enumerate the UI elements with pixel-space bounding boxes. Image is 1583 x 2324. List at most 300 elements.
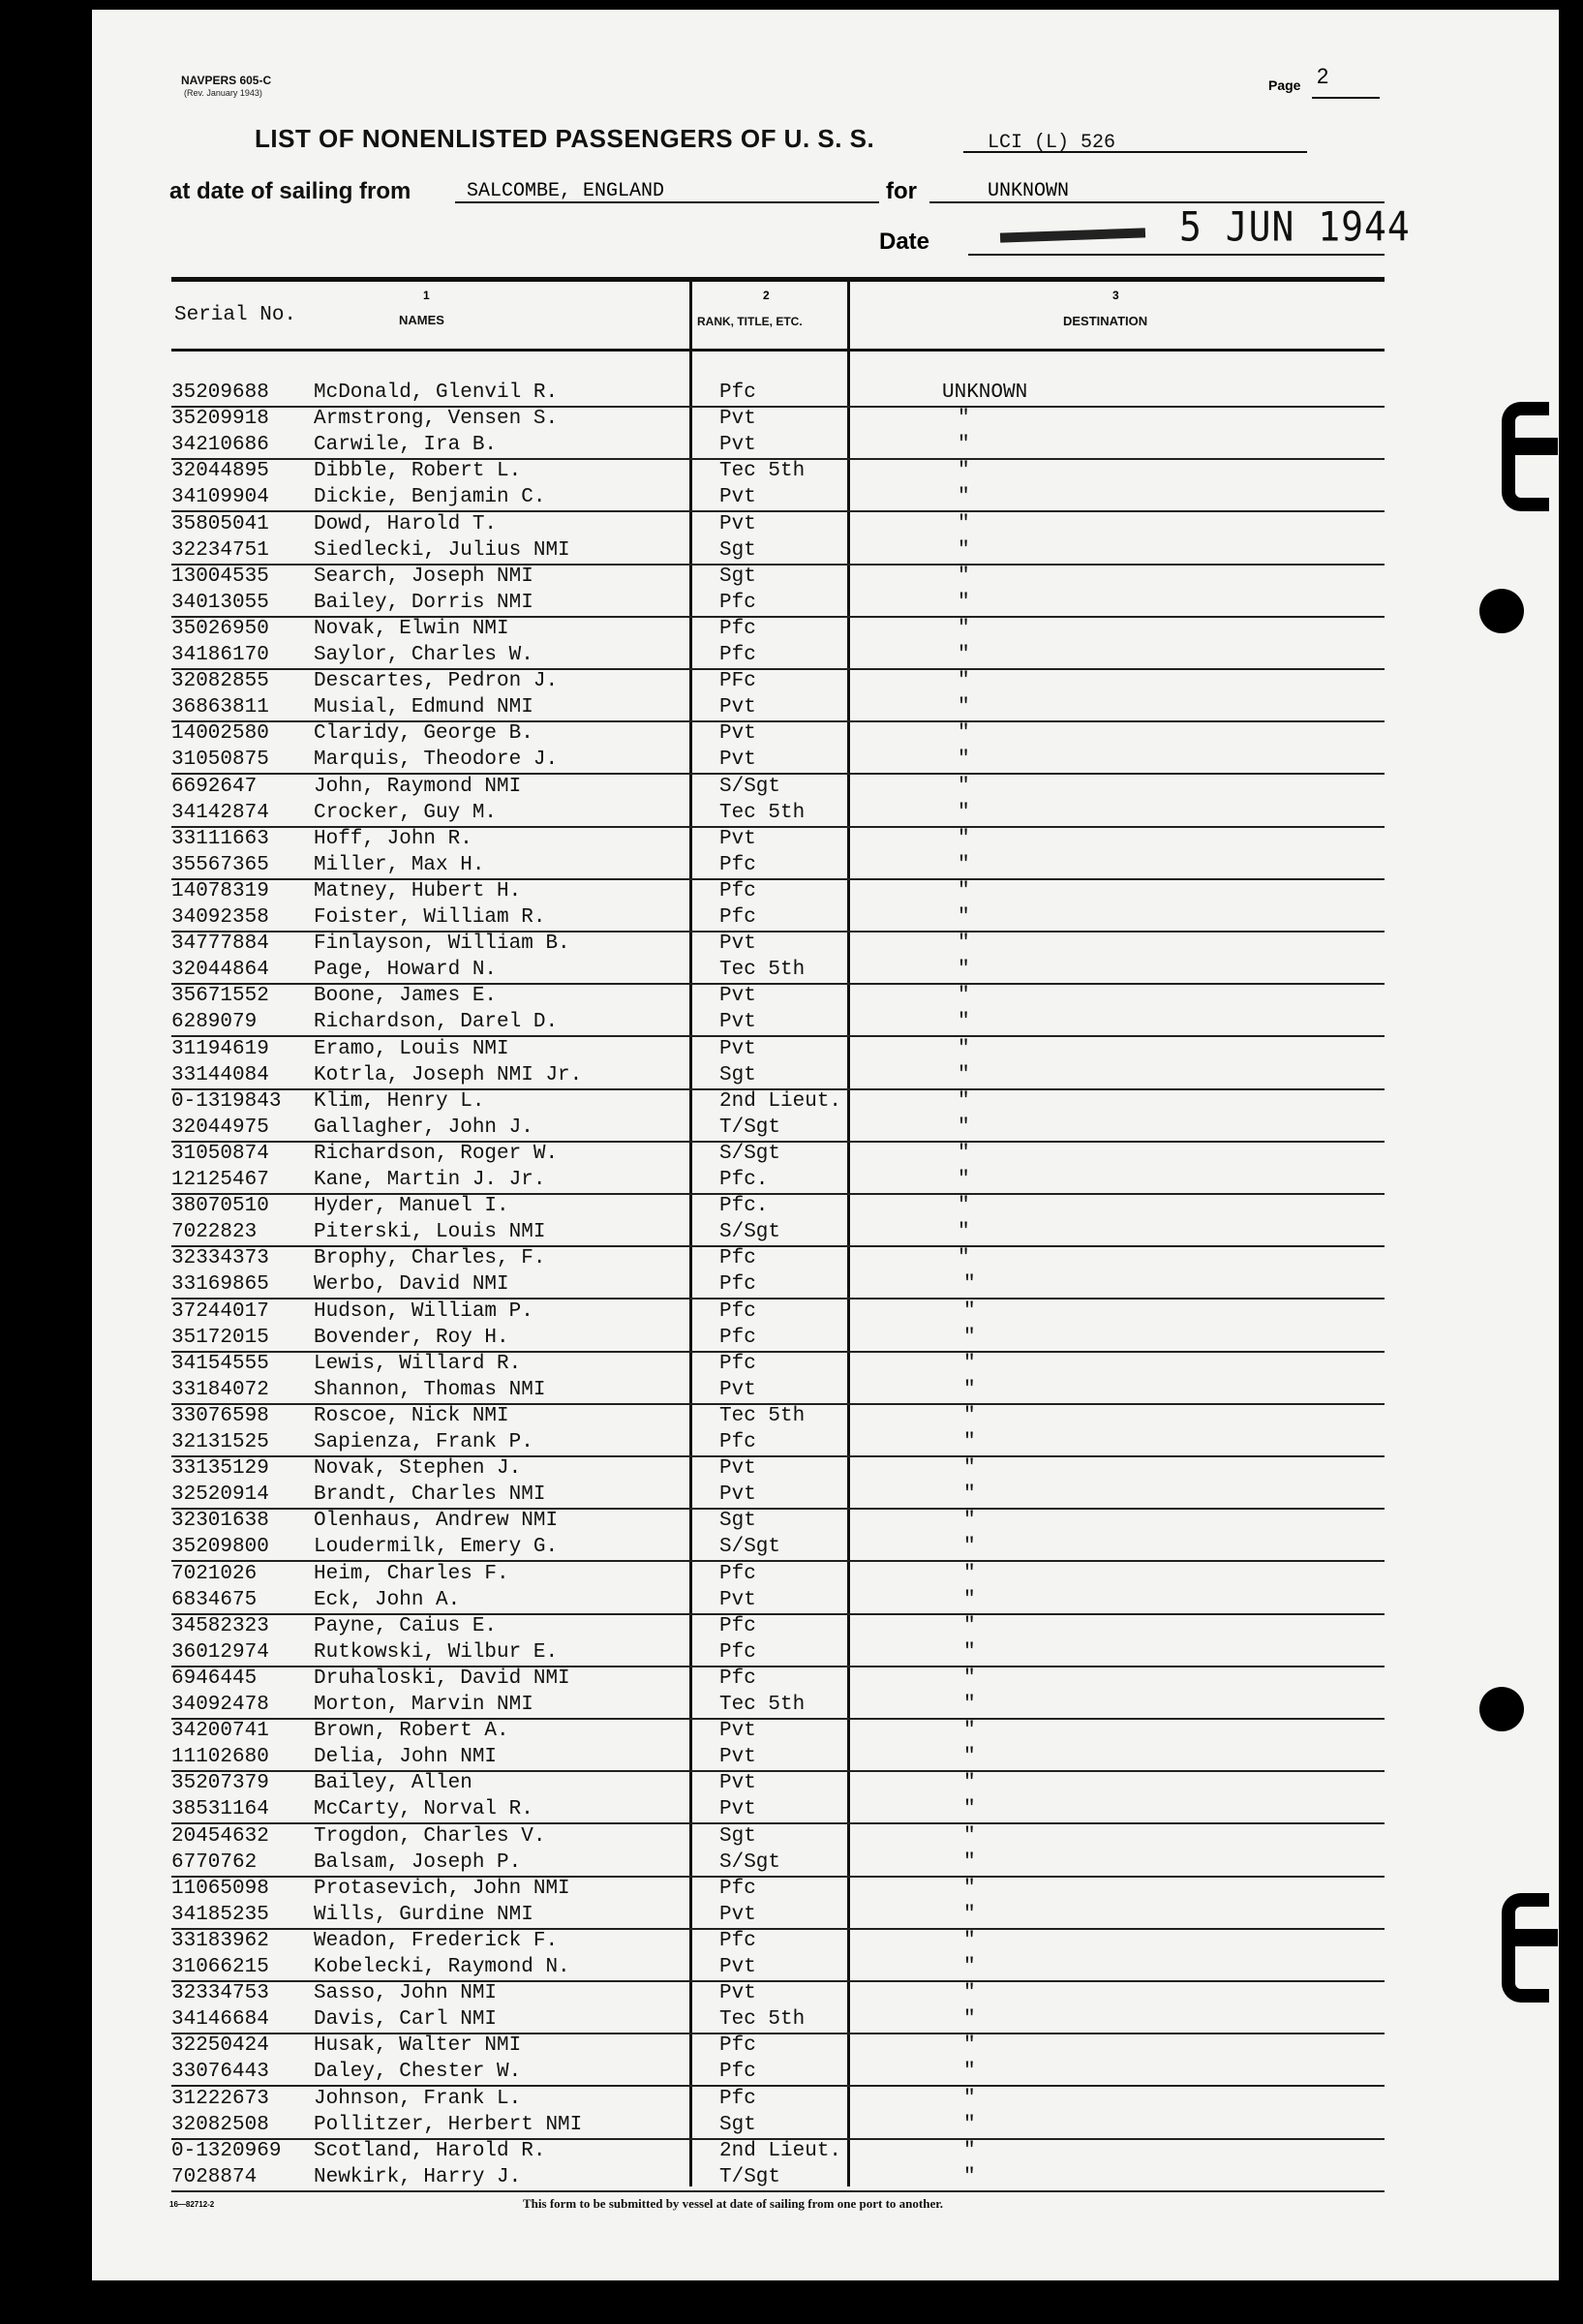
rank-cell: Pvt — [719, 513, 756, 535]
serial-cell: 34092478 — [171, 1694, 269, 1716]
table-row — [171, 1796, 1385, 1824]
rank-cell: Pvt — [719, 1011, 756, 1033]
rank-cell: 2nd Lieut. — [719, 2140, 842, 2162]
rank-cell: Pvt — [719, 933, 756, 955]
destination-cell: " — [958, 906, 970, 929]
rank-cell: Pvt — [719, 1483, 756, 1506]
name-cell: McCarty, Norval R. — [314, 1798, 533, 1820]
serial-cell: 32334373 — [171, 1247, 269, 1269]
destination-cell: " — [958, 1221, 970, 1243]
table-row — [171, 406, 1385, 432]
serial-cell: 35805041 — [171, 513, 269, 535]
serial-cell: 33076598 — [171, 1405, 269, 1427]
name-cell: Hyder, Manuel I. — [314, 1195, 509, 1217]
name-cell: Saylor, Charles W. — [314, 644, 533, 666]
serial-cell: 38531164 — [171, 1798, 269, 1820]
rank-cell: S/Sgt — [719, 1536, 781, 1558]
rank-cell: Pvt — [719, 486, 756, 508]
table-row — [171, 1115, 1385, 1143]
rank-cell: Pfc — [719, 1641, 756, 1664]
destination-cell: " — [958, 802, 970, 824]
name-cell: Shannon, Thomas NMI — [314, 1379, 546, 1401]
name-cell: Siedlecki, Julius NMI — [314, 539, 570, 562]
destination-cell: " — [958, 828, 970, 850]
for-label: for — [886, 178, 917, 204]
name-cell: Loudermilk, Emery G. — [314, 1536, 559, 1558]
name-cell: Delia, John NMI — [314, 1746, 498, 1768]
serial-cell: 32250424 — [171, 2034, 269, 2057]
name-cell: Morton, Marvin NMI — [314, 1694, 533, 1716]
destination-header: DESTINATION — [1063, 314, 1148, 328]
rank-cell: Sgt — [719, 1064, 756, 1086]
serial-cell: 20454632 — [171, 1825, 269, 1848]
table-row — [171, 2006, 1385, 2034]
destination-cell: " — [963, 1878, 976, 1900]
name-cell: Brown, Robert A. — [314, 1720, 509, 1742]
column-number-3: 3 — [1112, 289, 1119, 302]
destination-cell: " — [958, 566, 970, 588]
destination-cell: " — [963, 1300, 976, 1323]
table-row — [171, 432, 1385, 460]
destination-cell: " — [963, 1798, 976, 1820]
name-cell: Gallagher, John J. — [314, 1116, 533, 1139]
rank-cell: Pvt — [719, 1982, 756, 2004]
table-row — [171, 590, 1385, 618]
name-cell: Crocker, Guy M. — [314, 802, 498, 824]
rank-cell: Pvt — [719, 1956, 756, 1978]
destination-cell: " — [963, 1273, 976, 1296]
rank-cell: Pfc — [719, 906, 756, 929]
serial-cell: 36012974 — [171, 1641, 269, 1664]
name-cell: Dickie, Benjamin C. — [314, 486, 546, 508]
table-row — [171, 1036, 1385, 1062]
name-cell: Trogdon, Charles V. — [314, 1825, 546, 1848]
binder-clip-bar — [1515, 1929, 1558, 1946]
rank-cell: Pvt — [719, 1720, 756, 1742]
table-row — [171, 1455, 1385, 1482]
serial-cell: 13004535 — [171, 566, 269, 588]
name-cell: Foister, William R. — [314, 906, 546, 929]
rank-cell: Pvt — [719, 434, 756, 456]
table-row — [171, 1429, 1385, 1457]
table-row — [171, 1639, 1385, 1667]
serial-cell: 34146684 — [171, 2008, 269, 2031]
page-number: 2 — [1317, 64, 1329, 88]
rank-cell: Pvt — [719, 1379, 756, 1401]
rank-cell: Pfc — [719, 1563, 756, 1585]
destination-cell: " — [958, 722, 970, 745]
table-row — [171, 2059, 1385, 2087]
destination-cell: " — [958, 513, 970, 535]
serial-cell: 34109904 — [171, 486, 269, 508]
rank-cell: Pvt — [719, 1746, 756, 1768]
name-cell: Eramo, Louis NMI — [314, 1038, 509, 1060]
serial-cell: 6946445 — [171, 1667, 258, 1690]
table-row — [171, 1613, 1385, 1639]
destination-cell: " — [963, 1510, 976, 1532]
binder-clip — [1502, 1893, 1549, 2003]
document-title: LIST OF NONENLISTED PASSENGERS OF U. S. S. — [255, 124, 875, 153]
column-number-1: 1 — [423, 289, 430, 302]
serial-cell: 33076443 — [171, 2061, 269, 2083]
name-cell: Musial, Edmund NMI — [314, 696, 533, 719]
name-cell: Page, Howard N. — [314, 959, 498, 981]
serial-cell: 38070510 — [171, 1195, 269, 1217]
table-row — [171, 1482, 1385, 1510]
destination-cell: " — [958, 434, 970, 456]
destination-cell: " — [958, 1090, 970, 1113]
name-cell: Husak, Walter NMI — [314, 2034, 522, 2057]
table-row — [171, 1876, 1385, 1902]
table-row — [171, 1271, 1385, 1300]
sailing-label: at date of sailing from — [169, 178, 411, 204]
name-cell: Hoff, John R. — [314, 828, 472, 850]
serial-header: Serial No. — [174, 304, 297, 326]
name-cell: Klim, Henry L. — [314, 1090, 485, 1113]
name-cell: Rutkowski, Wilbur E. — [314, 1641, 559, 1664]
table-row — [171, 1062, 1385, 1090]
name-cell: Marquis, Theodore J. — [314, 749, 559, 771]
table-row — [171, 1167, 1385, 1195]
serial-cell: 0-1320969 — [171, 2140, 282, 2162]
rank-cell: Pvt — [719, 828, 756, 850]
ship-underline — [963, 151, 1307, 153]
destination-cell: " — [958, 592, 970, 614]
destination-cell: " — [958, 539, 970, 562]
rank-cell: Pfc — [719, 592, 756, 614]
destination-cell: " — [963, 2140, 976, 2162]
rank-cell: Pvt — [719, 1798, 756, 1820]
destination-cell: " — [958, 696, 970, 719]
name-cell: Werbo, David NMI — [314, 1273, 509, 1296]
rank-cell: Pfc — [719, 880, 756, 902]
page-line — [1312, 97, 1380, 99]
footer-code: 16—82712-2 — [169, 2200, 215, 2209]
rank-cell: Pfc — [719, 1667, 756, 1690]
destination-cell: UNKNOWN — [942, 382, 1028, 404]
destination-cell: " — [958, 1195, 970, 1217]
table-row — [171, 1351, 1385, 1377]
rank-cell: Sgt — [719, 1510, 756, 1532]
rank-cell: Sgt — [719, 539, 756, 562]
serial-cell: 31066215 — [171, 1956, 269, 1978]
serial-cell: 33169865 — [171, 1273, 269, 1296]
table-row — [171, 511, 1385, 537]
name-cell: Davis, Carl NMI — [314, 2008, 498, 2031]
name-cell: Johnson, Frank L. — [314, 2088, 522, 2110]
name-cell: Richardson, Darel D. — [314, 1011, 559, 1033]
destination-cell: " — [958, 985, 970, 1007]
table-row — [171, 1193, 1385, 1219]
table-row — [171, 1928, 1385, 1954]
name-cell: Novak, Stephen J. — [314, 1457, 522, 1480]
rank-cell: Pfc — [719, 1615, 756, 1637]
rank-header: RANK, TITLE, ETC. — [697, 315, 803, 328]
name-cell: Matney, Hubert H. — [314, 880, 522, 902]
serial-cell: 34777884 — [171, 933, 269, 955]
serial-cell: 11065098 — [171, 1878, 269, 1900]
destination-cell: " — [963, 1563, 976, 1585]
rank-cell: Tec 5th — [719, 1694, 806, 1716]
table-row — [171, 1534, 1385, 1562]
serial-cell: 32082855 — [171, 670, 269, 692]
table-row — [171, 1718, 1385, 1744]
name-cell: Bailey, Allen — [314, 1772, 472, 1794]
name-cell: Eck, John A. — [314, 1589, 461, 1611]
name-cell: Protasevich, John NMI — [314, 1878, 570, 1900]
name-cell: John, Raymond NMI — [314, 776, 522, 798]
rank-cell: Pfc — [719, 1300, 756, 1323]
name-cell: Kane, Martin J. Jr. — [314, 1169, 546, 1191]
name-cell: Bailey, Dorris NMI — [314, 592, 533, 614]
table-row — [171, 904, 1385, 933]
serial-cell: 35671552 — [171, 985, 269, 1007]
serial-cell: 34092358 — [171, 906, 269, 929]
serial-cell: 34013055 — [171, 592, 269, 614]
name-cell: Dibble, Robert L. — [314, 460, 522, 482]
serial-cell: 14078319 — [171, 880, 269, 902]
serial-cell: 34210686 — [171, 434, 269, 456]
table-row — [171, 616, 1385, 642]
destination-cell: " — [963, 1483, 976, 1506]
name-cell: Payne, Caius E. — [314, 1615, 498, 1637]
table-row — [171, 1954, 1385, 1982]
serial-cell: 33111663 — [171, 828, 269, 850]
table-row — [171, 1377, 1385, 1405]
form-revision: (Rev. January 1943) — [184, 88, 262, 98]
name-cell: Sasso, John NMI — [314, 1982, 498, 2004]
destination-cell: " — [963, 1353, 976, 1375]
rank-cell: Pvt — [719, 1904, 756, 1926]
name-cell: Search, Joseph NMI — [314, 566, 533, 588]
rank-cell: Sgt — [719, 2114, 756, 2136]
table-row — [171, 1403, 1385, 1429]
form-number: NAVPERS 605-C — [181, 74, 272, 87]
serial-cell: 32044895 — [171, 460, 269, 482]
rank-cell: Pfc. — [719, 1169, 769, 1191]
table-row — [171, 1561, 1385, 1587]
table-row — [171, 983, 1385, 1009]
table-row — [171, 458, 1385, 484]
rank-cell: Pfc — [719, 1327, 756, 1349]
names-header: NAMES — [399, 313, 444, 327]
rank-cell: Pfc — [719, 1353, 756, 1375]
serial-cell: 32082508 — [171, 2114, 269, 2136]
table-row — [171, 1325, 1385, 1353]
rank-cell: Pvt — [719, 696, 756, 719]
name-cell: Armstrong, Vensen S. — [314, 408, 559, 430]
destination-cell: " — [963, 1641, 976, 1664]
table-row — [171, 878, 1385, 904]
name-cell: Descartes, Pedron J. — [314, 670, 559, 692]
name-cell: McDonald, Glenvil R. — [314, 382, 559, 404]
column-number-2: 2 — [763, 289, 770, 302]
serial-cell: 32131525 — [171, 1431, 269, 1453]
rank-cell: S/Sgt — [719, 776, 781, 798]
table-row — [171, 484, 1385, 512]
table-header-rule — [171, 349, 1385, 352]
destination-cell: " — [963, 2088, 976, 2110]
table-row — [171, 800, 1385, 828]
name-cell: Bovender, Roy H. — [314, 1327, 509, 1349]
serial-cell: 7021026 — [171, 1563, 258, 1585]
serial-cell: 34582323 — [171, 1615, 269, 1637]
table-row — [171, 852, 1385, 880]
rank-cell: Pfc — [719, 1878, 756, 1900]
rank-cell: S/Sgt — [719, 1221, 781, 1243]
table-row — [171, 1587, 1385, 1615]
destination-cell: " — [958, 933, 970, 955]
serial-cell: 6834675 — [171, 1589, 258, 1611]
destination-cell: " — [958, 460, 970, 482]
serial-cell: 0-1319843 — [171, 1090, 282, 1113]
rank-cell: Pfc — [719, 382, 756, 404]
serial-cell: 7022823 — [171, 1221, 258, 1243]
destination-cell: " — [958, 776, 970, 798]
name-cell: Druhaloski, David NMI — [314, 1667, 570, 1690]
rank-cell: T/Sgt — [719, 1116, 781, 1139]
serial-cell: 32234751 — [171, 539, 269, 562]
page-label: Page — [1268, 77, 1301, 93]
destination-cell: " — [958, 749, 970, 771]
serial-cell: 35209688 — [171, 382, 269, 404]
name-cell: Pollitzer, Herbert NMI — [314, 2114, 583, 2136]
table-row — [171, 1902, 1385, 1930]
serial-cell: 35207379 — [171, 1772, 269, 1794]
destination-cell: " — [963, 1982, 976, 2004]
rank-cell: S/Sgt — [719, 1851, 781, 1874]
rank-cell: Pfc — [719, 618, 756, 640]
name-cell: Claridy, George B. — [314, 722, 533, 745]
table-row — [171, 931, 1385, 957]
serial-cell: 14002580 — [171, 722, 269, 745]
rank-cell: Pfc. — [719, 1195, 769, 1217]
destination-value: UNKNOWN — [988, 180, 1070, 202]
destination-cell: " — [958, 1116, 970, 1139]
destination-cell: " — [963, 1457, 976, 1480]
rank-cell: Pvt — [719, 722, 756, 745]
name-cell: Lewis, Willard R. — [314, 1353, 522, 1375]
destination-cell: " — [958, 486, 970, 508]
name-cell: Kotrla, Joseph NMI Jr. — [314, 1064, 583, 1086]
name-cell: Sapienza, Frank P. — [314, 1431, 533, 1453]
table-row — [171, 2112, 1385, 2140]
name-cell: Piterski, Louis NMI — [314, 1221, 546, 1243]
table-row — [171, 1141, 1385, 1167]
destination-cell: " — [958, 408, 970, 430]
rank-cell: S/Sgt — [719, 1143, 781, 1165]
table-row — [171, 2164, 1385, 2192]
rank-cell: Pfc — [719, 1247, 756, 1269]
name-cell: Hudson, William P. — [314, 1300, 533, 1323]
serial-cell: 32044864 — [171, 959, 269, 981]
table-row — [171, 1666, 1385, 1692]
serial-cell: 34200741 — [171, 1720, 269, 1742]
destination-cell: " — [963, 1956, 976, 1978]
rank-cell: Pvt — [719, 1038, 756, 1060]
table-row — [171, 774, 1385, 800]
table-row — [171, 564, 1385, 590]
serial-cell: 33135129 — [171, 1457, 269, 1480]
ship-name: LCI (L) 526 — [988, 132, 1116, 154]
table-top-rule — [171, 277, 1385, 282]
table-row — [171, 957, 1385, 985]
name-cell: Dowd, Harold T. — [314, 513, 498, 535]
binder-hole — [1479, 1687, 1524, 1731]
rank-cell: 2nd Lieut. — [719, 1090, 842, 1113]
rank-cell: Pfc — [719, 1930, 756, 1952]
serial-cell: 31194619 — [171, 1038, 269, 1060]
destination-cell: " — [963, 1930, 976, 1952]
table-row — [171, 2033, 1385, 2059]
destination-cell: " — [963, 1615, 976, 1637]
destination-cell: " — [958, 1038, 970, 1060]
table-row — [171, 1744, 1385, 1772]
rank-cell: Tec 5th — [719, 460, 806, 482]
serial-cell: 34186170 — [171, 644, 269, 666]
destination-cell: " — [963, 1327, 976, 1349]
destination-cell: " — [963, 1589, 976, 1611]
date-stamp: 5 JUN 1944 — [1179, 202, 1411, 251]
destination-cell: " — [958, 959, 970, 981]
serial-cell: 6289079 — [171, 1011, 258, 1033]
name-cell: Daley, Chester W. — [314, 2061, 522, 2083]
rank-cell: Pfc — [719, 2034, 756, 2057]
destination-cell: " — [963, 1379, 976, 1401]
from-underline — [455, 201, 879, 203]
serial-cell: 33184072 — [171, 1379, 269, 1401]
date-underline — [968, 254, 1385, 256]
table-row — [171, 2138, 1385, 2164]
serial-cell: 35209918 — [171, 408, 269, 430]
destination-cell: " — [963, 2061, 976, 2083]
destination-cell: " — [958, 618, 970, 640]
name-cell: Boone, James E. — [314, 985, 498, 1007]
rank-cell: Pfc — [719, 854, 756, 876]
table-row — [171, 1245, 1385, 1271]
destination-cell: " — [958, 854, 970, 876]
table-row — [171, 1770, 1385, 1796]
table-row — [171, 826, 1385, 852]
destination-cell: " — [963, 1825, 976, 1848]
name-cell: Novak, Elwin NMI — [314, 618, 509, 640]
name-cell: Wills, Gurdine NMI — [314, 1904, 533, 1926]
table-row — [171, 694, 1385, 722]
destination-cell: " — [963, 2008, 976, 2031]
rank-cell: Sgt — [719, 566, 756, 588]
destination-cell: " — [958, 644, 970, 666]
destination-cell: " — [963, 2166, 976, 2188]
destination-cell: " — [963, 1720, 976, 1742]
serial-cell: 34154555 — [171, 1353, 269, 1375]
rank-cell: PFc — [719, 670, 756, 692]
name-cell: Brophy, Charles, F. — [314, 1247, 546, 1269]
rank-cell: Tec 5th — [719, 959, 806, 981]
name-cell: Scotland, Harold R. — [314, 2140, 546, 2162]
serial-cell: 6770762 — [171, 1851, 258, 1874]
table-row — [171, 537, 1385, 566]
rank-cell: Pfc — [719, 644, 756, 666]
destination-cell: " — [963, 2114, 976, 2136]
serial-cell: 7028874 — [171, 2166, 258, 2188]
rank-cell: Tec 5th — [719, 802, 806, 824]
destination-cell: " — [958, 670, 970, 692]
table-row — [171, 747, 1385, 775]
serial-cell: 36863811 — [171, 696, 269, 719]
rank-cell: Pvt — [719, 1772, 756, 1794]
destination-cell: " — [963, 1405, 976, 1427]
name-cell: Carwile, Ira B. — [314, 434, 498, 456]
